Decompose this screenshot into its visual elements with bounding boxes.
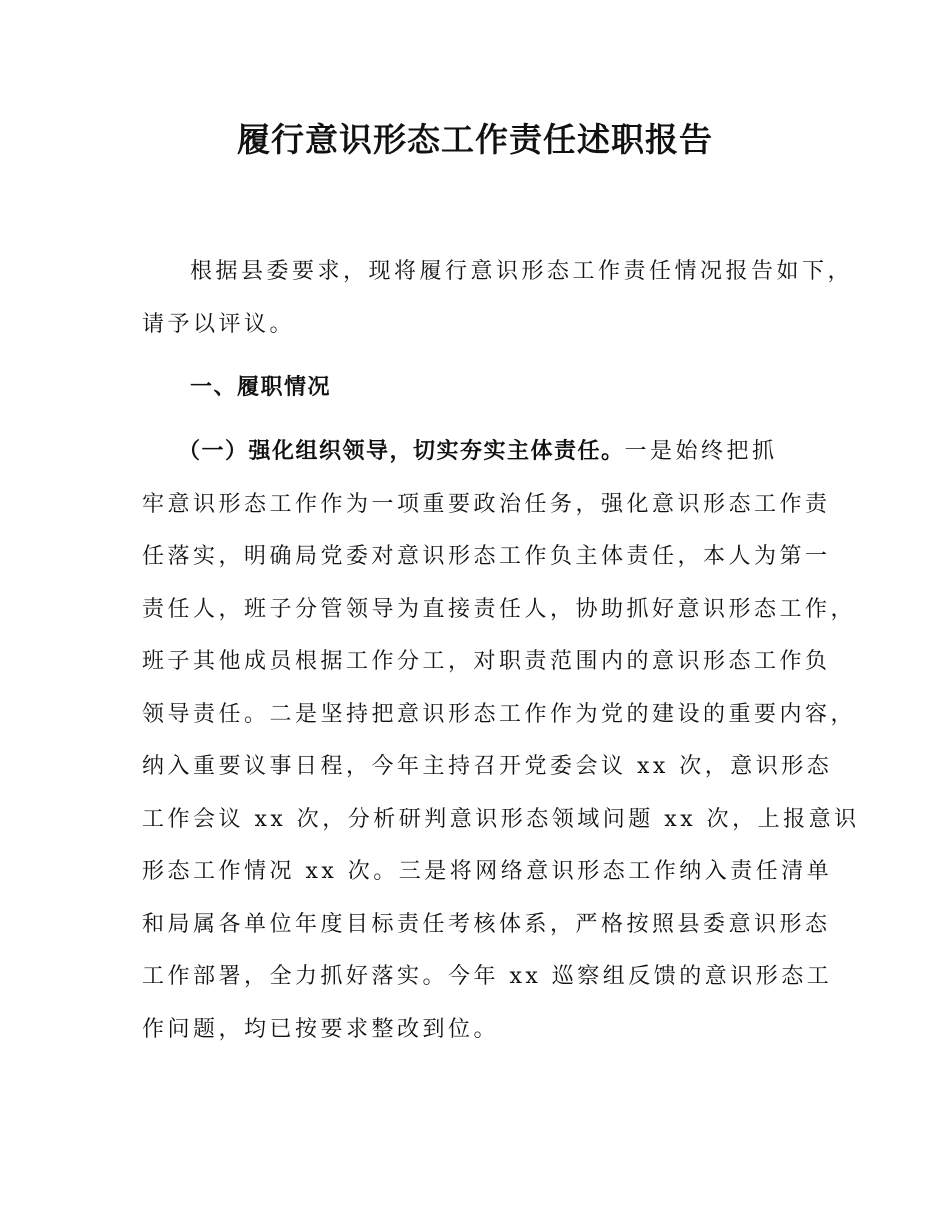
body-line: 任落实，明确局党委对意识形态工作负主体责任，本人为第一 bbox=[142, 544, 831, 569]
body-line: 作问题，均已按要求整改到位。 bbox=[142, 1016, 500, 1042]
body-line: 工作会议 xx 次，分析研判意识形态领域问题 xx 次，上报意识 bbox=[142, 806, 860, 832]
subsection-heading: （一）强化组织领导，切实夯实主体责任。 bbox=[178, 439, 625, 464]
body-line: 纳入重要议事日程，今年主持召开党委会议 xx 次，意识形态 bbox=[142, 754, 833, 779]
subsection-paragraph bbox=[142, 426, 860, 1056]
subsection-first-line bbox=[142, 426, 832, 479]
body-line: 责任人，班子分管领导为直接责任人，协助抓好意识形态工作， bbox=[142, 596, 857, 622]
body-line: 班子其他成员根据工作分工，对职责范围内的意识形态工作负 bbox=[142, 649, 831, 674]
subsection-first-line-text: 一是始终把抓 bbox=[624, 439, 778, 464]
intro-line: 根据县委要求，现将履行意识形态工作责任情况报告如下， bbox=[190, 259, 854, 284]
body-line: 和局属各单位年度目标责任考核体系，严格按照县委意识形态 bbox=[142, 911, 831, 937]
section-heading: 一、履职情况 bbox=[190, 375, 332, 400]
body-line: 工作部署，全力抓好落实。今年 xx 巡察组反馈的意识形态工 bbox=[142, 964, 833, 989]
body-line: 领导责任。二是坚持把意识形态工作作为党的建设的重要内容， bbox=[142, 701, 857, 727]
intro-line: 请予以评议。 bbox=[142, 311, 296, 337]
intro-paragraph bbox=[142, 246, 854, 351]
body-line: 形态工作情况 xx 次。三是将网络意识形态工作纳入责任清单 bbox=[142, 859, 833, 884]
document-title: 履行意识形态工作责任述职报告 bbox=[237, 120, 713, 159]
body-line: 牢意识形态工作作为一项重要政治任务，强化意识形态工作责 bbox=[142, 491, 831, 517]
